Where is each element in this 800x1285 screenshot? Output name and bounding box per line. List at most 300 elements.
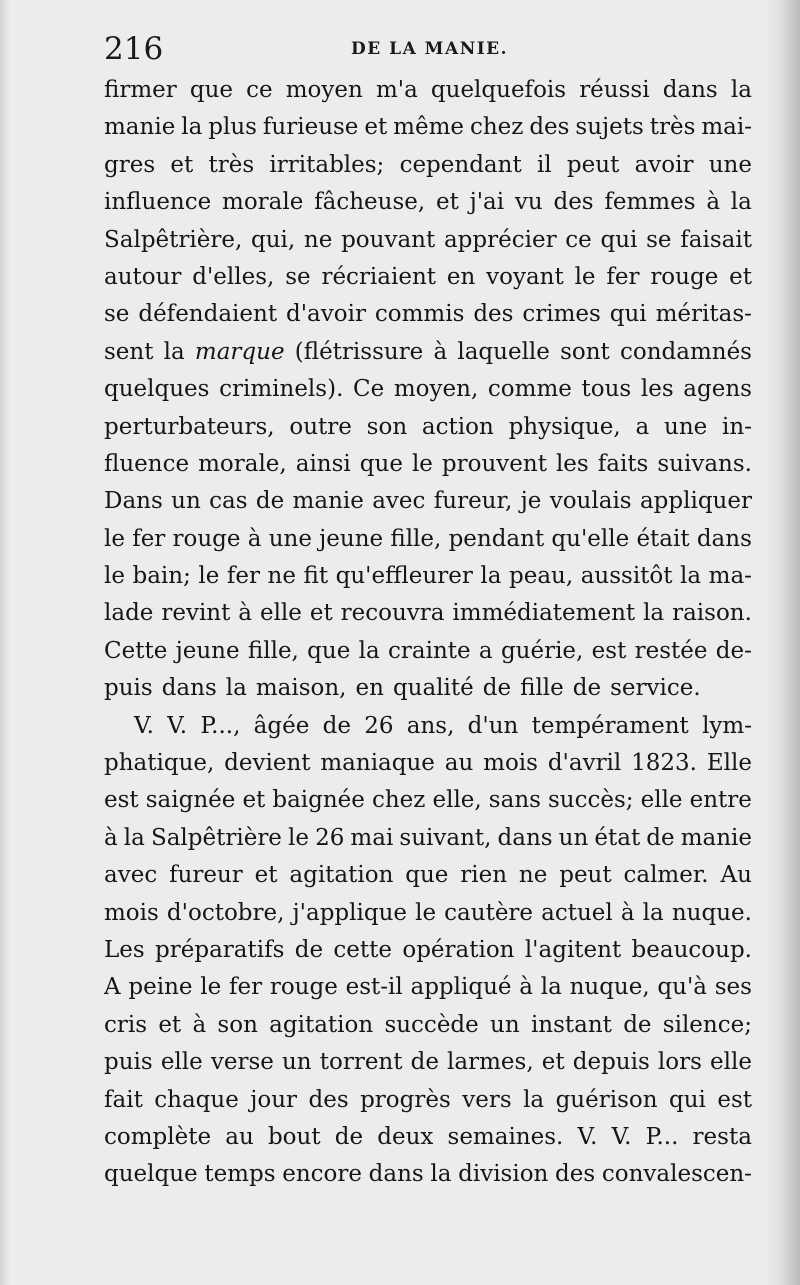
word: a [478,637,493,664]
word: tempérament [531,712,689,739]
word: je [520,488,542,515]
word: de [623,1011,652,1038]
word: au [225,1123,254,1150]
word: le [198,563,220,590]
word: torrent [319,1049,403,1076]
word: fer [606,263,640,290]
word: plus [208,114,257,141]
word: les [555,450,589,477]
word: est-il [345,974,403,1001]
word: la [642,899,664,926]
word: manie [680,824,752,851]
word: se [646,226,672,253]
word: fille, [247,637,299,664]
word: rien [460,862,508,889]
binding-shadow [766,0,800,1285]
word: lym- [702,712,752,739]
word: dans [368,1161,424,1188]
text-line [104,1119,752,1156]
word: et [364,114,388,141]
text-line [104,521,752,558]
word: la [730,77,752,103]
word: avoir [634,151,694,178]
word: revint [161,600,231,627]
word: est [591,637,627,664]
word: vers [462,1086,512,1113]
text-line [104,708,752,745]
word: des [555,1161,596,1188]
word: calmer. [623,862,709,889]
word: cependant [399,151,522,178]
word: dans [497,824,553,851]
word: irritables; [269,151,385,178]
word: peut [566,151,620,178]
word: manie [292,488,364,515]
word: et [541,1049,565,1076]
word: ce [565,226,592,253]
word: elle [259,600,302,627]
word: un [281,1049,312,1076]
word: elle [160,1049,203,1076]
word: des [553,189,594,216]
word: V. [611,1123,632,1150]
word: et [158,1011,182,1038]
word: très [649,114,696,141]
word: physique, [508,413,621,440]
word: silence; [662,1011,752,1038]
word: dans [161,675,217,702]
word: saignée [145,787,236,814]
word: fer [132,525,166,552]
word: Au [720,862,752,889]
word: que [189,77,234,103]
word: Salpêtrière [150,824,282,851]
text-line [104,857,752,894]
word: de [410,1049,439,1076]
word: voyant [486,263,564,290]
text-line [104,72,752,109]
word: ses [714,974,752,1001]
text-line [104,633,752,670]
word: chez [371,787,426,814]
word: d'avoir [286,301,366,328]
word: état [594,824,641,851]
word: larmes, [447,1049,534,1076]
word: la [358,637,380,664]
word: ce [246,77,273,103]
word: d'octobre, [166,899,285,926]
word: fille [520,675,564,702]
word: progrès [360,1086,451,1113]
text-line [104,371,752,408]
word: j'applique [292,899,408,926]
word: appliquer [639,488,752,515]
word: aussitôt [580,563,673,590]
word: raison. [672,600,752,627]
word: et [309,600,333,627]
word: avec [104,862,158,889]
word: V. [167,712,188,739]
word: 26 [364,712,394,739]
text-line [104,334,752,371]
word: la [680,563,702,590]
word: apprécier [443,226,557,253]
word: la [123,824,145,851]
word: son [366,413,408,440]
word: moyen, [393,376,479,403]
word: agens [683,376,752,403]
word: est [104,787,139,814]
word: action [421,413,494,440]
word: et [242,787,266,814]
word: succède [384,1011,479,1038]
text-line [104,932,752,969]
word: une [268,525,312,552]
word: rouge [650,263,719,290]
word: ne [303,226,333,253]
word: 26 [315,824,345,851]
word: la [730,189,752,216]
word: ne [518,862,548,889]
word: des [529,114,570,141]
word: Elle [706,750,752,777]
word: morale [222,189,304,216]
body-text [104,72,752,1194]
word: sujets [575,114,644,141]
word: gres [104,151,156,178]
word: à [238,600,253,627]
word: cette [333,936,393,963]
word: à [192,1011,207,1038]
word: à [519,974,533,1001]
text-line [104,446,752,483]
word: ainsi [295,450,351,477]
word: fureur, [433,488,513,515]
word: in- [722,413,752,440]
page-left-edge [0,0,10,1285]
word: A [104,974,121,1001]
word: immédiatement [452,600,636,627]
word: la [643,600,665,627]
word: morale, [198,450,287,477]
word: une [664,413,708,440]
word: qui [668,1086,706,1113]
text-line [104,820,752,857]
word: fer [226,563,261,590]
word: que [359,450,403,477]
word: division [458,1161,549,1188]
word: baignée [272,787,365,814]
word: Cette [104,637,168,664]
word: de [646,824,675,851]
text-line [104,1082,752,1119]
word: lade [104,600,154,627]
word: condamnés [619,338,752,365]
word: fureur [169,862,243,889]
word: mai [350,824,394,851]
word: réussi [579,77,650,103]
word: convalescen- [601,1161,752,1188]
word: en [355,675,384,702]
word: se [104,301,130,328]
word: avec [372,488,426,515]
word: Ce [353,376,385,403]
word: Dans [104,488,163,515]
word: défendaient [138,301,278,328]
word: fer [228,974,263,1001]
word: furieuse [262,114,359,141]
word: et [729,263,752,290]
word: peau, [508,563,574,590]
word: manie [104,114,176,141]
word: dans [662,77,718,103]
text-line [104,595,752,632]
word: maniaque [320,750,435,777]
word: récriaient [321,263,437,290]
word: il [536,151,552,178]
word: peut [559,862,612,889]
word: préparatifs [155,936,285,963]
word: qui [600,226,638,253]
word: des [473,301,514,328]
word: encore [282,1161,362,1188]
word: peine [128,974,193,1001]
word: complète [104,1123,212,1150]
word: qu'elle [551,525,630,552]
word: bain; [132,563,191,590]
text-line [104,296,752,333]
word: marque [194,338,285,365]
word: de [334,1123,364,1150]
word: firmer [104,77,177,103]
word: jour [250,1086,298,1113]
text-line [104,1007,752,1044]
word: Les [104,936,145,963]
word: de [255,488,285,515]
word: instant [530,1011,612,1038]
word: j'ai [469,189,505,216]
word: crainte [388,637,471,664]
word: agitation [289,862,394,889]
word: phatique, [104,750,215,777]
word: faisait [680,226,752,253]
word: puis [104,675,153,702]
word: la [181,114,203,141]
word: puis [104,1049,153,1076]
word: femmes [604,189,696,216]
word: appliqué [410,974,512,1001]
word: agitation [269,1011,374,1038]
word: opération [402,936,515,963]
word: de [482,675,512,702]
word: (flétrissure [294,338,424,365]
word: le [411,450,433,477]
word: rouge [172,525,241,552]
word: moyen [285,77,363,103]
word: à [620,899,635,926]
word: les [640,376,674,403]
word: criminels). [219,376,344,403]
word: P..., [200,712,241,739]
word: de [322,712,351,739]
word: pendant [448,525,545,552]
word: et [254,862,278,889]
word: est [717,1086,752,1113]
word: le [104,563,125,590]
word: son [217,1011,258,1038]
word: guérison [555,1086,658,1113]
text-line [104,222,752,259]
page-number: 216 [104,31,164,67]
word: mois [104,899,159,926]
word: la [163,338,185,365]
word: de [294,936,324,963]
word: le [288,824,309,851]
word: et [435,189,459,216]
word: perturbateurs, [104,413,275,440]
word: la [523,1086,545,1113]
word: crimes [522,301,601,328]
word: comme [487,376,572,403]
word: cas [209,488,248,515]
word: verse [210,1049,274,1076]
word: à [706,189,721,216]
word: très [208,151,255,178]
word: V. [577,1123,598,1150]
text-line [104,782,752,819]
word: de [572,675,602,702]
word: semaines. [447,1123,564,1150]
word: lors [657,1049,702,1076]
word: que [405,862,449,889]
word: en [446,263,476,290]
word: méritas- [655,301,752,328]
word: dans [696,525,752,552]
word: quelque [104,1161,198,1188]
word: d'elles, [192,263,275,290]
word: la [430,1161,452,1188]
word: l'agitent [524,936,622,963]
word: prouvent [441,450,547,477]
word: maison, [255,675,347,702]
word: qui, [251,226,296,253]
word: sent [104,338,154,365]
word: depuis [572,1049,650,1076]
word: une [708,151,752,178]
word: suivant, [399,824,492,851]
word: elle, [432,787,482,814]
word: cautère [444,899,534,926]
word: quelquefois [430,77,567,103]
word: fille, [390,525,442,552]
word: suivans. [657,450,752,477]
word: outre [289,413,352,440]
word: au [444,750,474,777]
word: même [393,114,464,141]
text-line [104,409,752,446]
word: jeune [175,637,240,664]
word: 1823. [631,750,697,777]
word: laquelle [457,338,550,365]
word: pouvant [341,226,436,253]
text-line [104,1156,752,1193]
word: quelques [104,376,210,403]
word: faits [597,450,649,477]
word: âgée [253,712,310,739]
text-line [104,745,752,782]
word: un [171,488,201,515]
word: sans [488,787,541,814]
word: jeune [319,525,384,552]
word: guérie, [500,637,584,664]
word: influence [104,189,212,216]
word: sont [560,338,610,365]
word: temps [204,1161,276,1188]
word: mois [483,750,538,777]
word: ne [267,563,296,590]
word: restée [634,637,708,664]
page-header [104,26,744,72]
word: deux [377,1123,434,1150]
text-line [104,558,752,595]
word: était [636,525,690,552]
word: fâcheuse, [314,189,426,216]
word: elle [640,787,683,814]
word: et [170,151,194,178]
word: ans, [406,712,455,739]
word: m'a [375,77,418,103]
word: fait [104,1086,143,1113]
word: qu'à [657,974,707,1001]
word: cris [104,1011,148,1038]
text-line [104,483,752,520]
word: le [200,974,222,1001]
word: service. [610,675,701,702]
word: la [540,974,562,1001]
word: qualité [392,675,474,702]
word: chaque [154,1086,239,1113]
word: d'un [467,712,519,739]
word: resta [692,1123,752,1150]
word: nuque, [569,974,650,1001]
word: vu [514,189,543,216]
word: des [308,1086,349,1113]
word: commis [374,301,465,328]
word: voulais [549,488,632,515]
word: à [247,525,262,552]
word: se [285,263,311,290]
word: tous [581,376,632,403]
word: elle [710,1049,752,1076]
text-line [104,147,752,184]
word: nuque. [671,899,752,926]
word: V. [134,712,154,739]
word: qui [609,301,647,328]
text-line [104,969,752,1006]
word: que [307,637,351,664]
text-line [104,1044,752,1081]
word: fluence [104,450,190,477]
word: rouge [269,974,338,1001]
word: chez [469,114,524,141]
word: un [558,824,589,851]
word: le [104,525,125,552]
word: succès; [548,787,634,814]
word: bout [267,1123,321,1150]
word: entre [689,787,752,814]
word: ma- [708,563,752,590]
word: actuel [541,899,613,926]
